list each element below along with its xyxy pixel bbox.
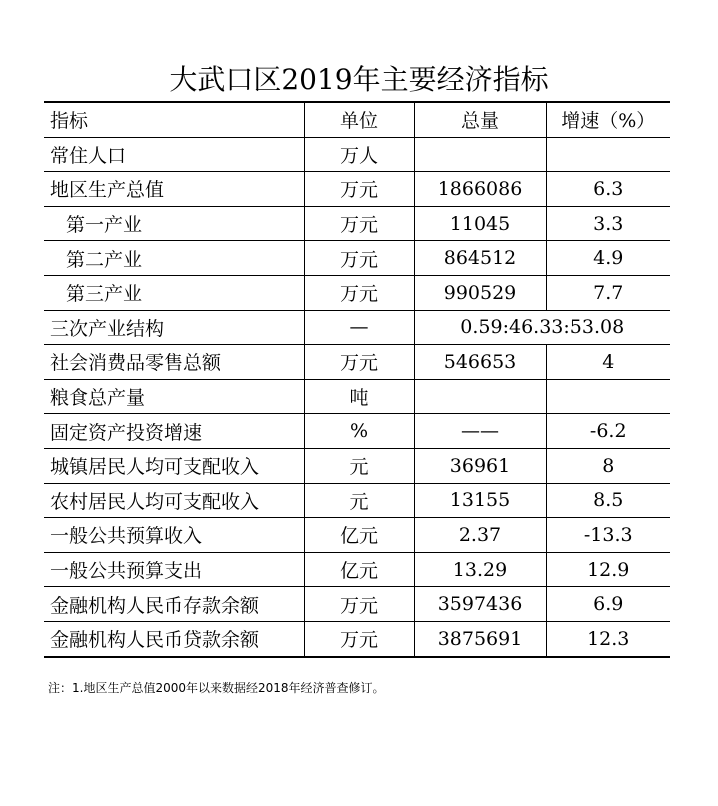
indicator-cell: 金融机构人民币存款余额 xyxy=(44,587,304,622)
unit-cell: 万元 xyxy=(304,587,414,622)
total-cell: 36961 xyxy=(414,448,546,483)
table-row xyxy=(44,310,670,345)
economic-indicators-table xyxy=(44,101,670,658)
total-cell: 864512 xyxy=(414,241,546,276)
unit-cell: 万元 xyxy=(304,275,414,310)
total-cell: 13155 xyxy=(414,483,546,518)
industry-structure-cell: 0.59:46.33:53.08 xyxy=(414,310,670,345)
growth-cell: 4.9 xyxy=(546,241,670,276)
total-cell: 11045 xyxy=(414,206,546,241)
table-row xyxy=(44,137,670,172)
indicator-cell: 一般公共预算收入 xyxy=(44,518,304,553)
total-cell: 3597436 xyxy=(414,587,546,622)
growth-cell: 4 xyxy=(546,345,670,380)
unit-cell: 吨 xyxy=(304,379,414,414)
table-row xyxy=(44,206,670,241)
table-row xyxy=(44,345,670,380)
indicator-cell: 第三产业 xyxy=(44,275,304,310)
indicator-cell: 城镇居民人均可支配收入 xyxy=(44,448,304,483)
unit-cell: 万元 xyxy=(304,172,414,207)
growth-cell xyxy=(546,137,670,172)
unit-cell: 万元 xyxy=(304,206,414,241)
unit-cell: 亿元 xyxy=(304,552,414,587)
unit-cell: — xyxy=(304,310,414,345)
unit-cell: 万元 xyxy=(304,621,414,656)
indicator-cell: 第一产业 xyxy=(44,206,304,241)
growth-cell: 6.9 xyxy=(546,587,670,622)
header-total: 总量 xyxy=(414,102,546,137)
table-row xyxy=(44,379,670,414)
total-cell xyxy=(414,379,546,414)
growth-cell: 6.3 xyxy=(546,172,670,207)
unit-cell: 亿元 xyxy=(304,518,414,553)
indicator-cell: 粮食总产量 xyxy=(44,379,304,414)
total-cell: 2.37 xyxy=(414,518,546,553)
unit-cell: 元 xyxy=(304,448,414,483)
unit-cell: 万元 xyxy=(304,345,414,380)
total-cell: 13.29 xyxy=(414,552,546,587)
total-cell: 1866086 xyxy=(414,172,546,207)
growth-cell: -6.2 xyxy=(546,414,670,449)
indicator-cell: 第二产业 xyxy=(44,241,304,276)
growth-cell: 3.3 xyxy=(546,206,670,241)
total-cell: 3875691 xyxy=(414,621,546,656)
table-row xyxy=(44,587,670,622)
growth-cell: 8 xyxy=(546,448,670,483)
indicator-cell: 金融机构人民币贷款余额 xyxy=(44,621,304,656)
growth-cell: 8.5 xyxy=(546,483,670,518)
header-indicator: 指标 xyxy=(44,102,304,137)
page-title: 大武口区2019年主要经济指标 xyxy=(169,63,549,96)
header-unit: 单位 xyxy=(304,102,414,137)
table-row xyxy=(44,414,670,449)
indicator-cell: 农村居民人均可支配收入 xyxy=(44,483,304,518)
unit-cell: % xyxy=(304,414,414,449)
indicator-cell: 社会消费品零售总额 xyxy=(44,345,304,380)
total-cell: —— xyxy=(414,414,546,449)
table-header-row xyxy=(44,102,670,137)
unit-cell: 元 xyxy=(304,483,414,518)
table-row xyxy=(44,518,670,553)
table-row xyxy=(44,621,670,656)
table-row xyxy=(44,275,670,310)
indicator-cell: 固定资产投资增速 xyxy=(44,414,304,449)
header-growth: 增速（%） xyxy=(546,102,670,137)
total-cell: 546653 xyxy=(414,345,546,380)
table-row xyxy=(44,448,670,483)
unit-cell: 万人 xyxy=(304,137,414,172)
unit-cell: 万元 xyxy=(304,241,414,276)
table-row xyxy=(44,483,670,518)
indicator-cell: 三次产业结构 xyxy=(44,310,304,345)
footnote: 注：1.地区生产总值2000年以来数据经2018年经济普查修订。 xyxy=(48,681,385,695)
growth-cell: 12.3 xyxy=(546,621,670,656)
indicator-cell: 常住人口 xyxy=(44,137,304,172)
table-row xyxy=(44,241,670,276)
indicator-cell: 地区生产总值 xyxy=(44,172,304,207)
total-cell xyxy=(414,137,546,172)
growth-cell: 12.9 xyxy=(546,552,670,587)
growth-cell: -13.3 xyxy=(546,518,670,553)
table-row xyxy=(44,552,670,587)
growth-cell: 7.7 xyxy=(546,275,670,310)
growth-cell xyxy=(546,379,670,414)
indicator-cell: 一般公共预算支出 xyxy=(44,552,304,587)
total-cell: 990529 xyxy=(414,275,546,310)
table-row xyxy=(44,172,670,207)
